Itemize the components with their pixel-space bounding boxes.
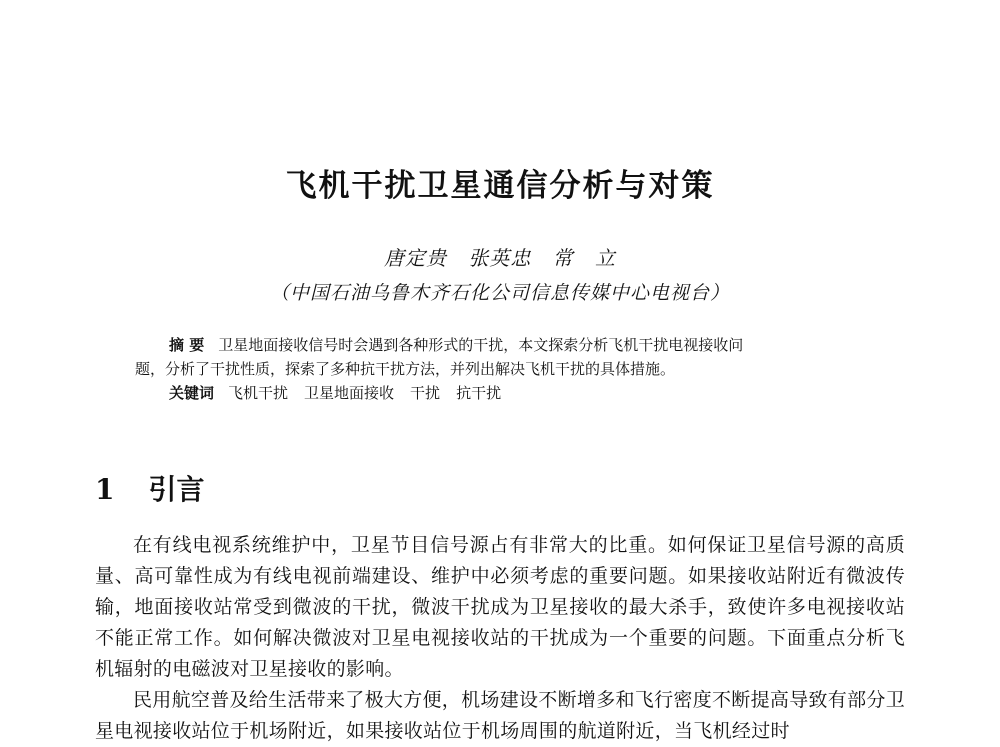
- section-number: 1: [95, 473, 115, 506]
- affiliation: （中国石油乌鲁木齐石化公司信息传媒中心电视台）: [269, 282, 730, 304]
- author-list: [0, 242, 1000, 271]
- keyword: 干扰: [410, 384, 441, 402]
- keyword: 飞机干扰: [228, 384, 289, 402]
- author: 张英忠: [468, 246, 532, 270]
- abstract-line: [135, 333, 875, 357]
- keywords-label: 关键词: [169, 384, 215, 402]
- section-title: 引言: [148, 473, 205, 506]
- body-text: [95, 530, 905, 747]
- author: 常 立: [552, 246, 617, 270]
- abstract-label: 摘 要: [169, 336, 205, 354]
- paper-title: 飞机干扰卫星通信分析与对策: [285, 168, 715, 204]
- keyword: 抗干扰: [456, 384, 502, 402]
- abstract-text-line1: 卫星地面接收信号时会遇到各种形式的干扰，本文探索分析飞机干扰电视接收问: [218, 336, 744, 354]
- abstract-block: [135, 333, 875, 405]
- keyword: 卫星地面接收: [304, 384, 395, 402]
- paragraph: 民用航空普及给生活带来了极大方便，机场建设不断增多和飞行密度不断提高导致有部分卫星电视接收站位于机场附近，如果接收站位于机场周围的航道附近，当飞机经过时: [95, 689, 906, 742]
- keywords-line: [135, 381, 875, 405]
- abstract-text-line2: 题，分析了干扰性质，探索了多种抗干扰方法，并列出解决飞机干扰的具体措施。: [135, 360, 676, 378]
- paragraph: 在有线电视系统维护中，卫星节目信号源占有非常大的比重。如何保证卫星信号源的高质量、高可靠性成为有线电视前端建设、维护中必须考虑的重要问题。如果接收站附近有微波传输，地面接收站常受到微波的干扰，微波干扰成为卫星接收的最大杀手，致使许多电视接收站不能正常工作。如何解决微波对卫星电视接收站的干扰成为一个重要的问题。下面重点分析飞机辐射的电磁波对卫星接收的影响。: [95, 534, 905, 680]
- section-heading: [95, 468, 205, 508]
- author: 唐定贵: [383, 246, 447, 270]
